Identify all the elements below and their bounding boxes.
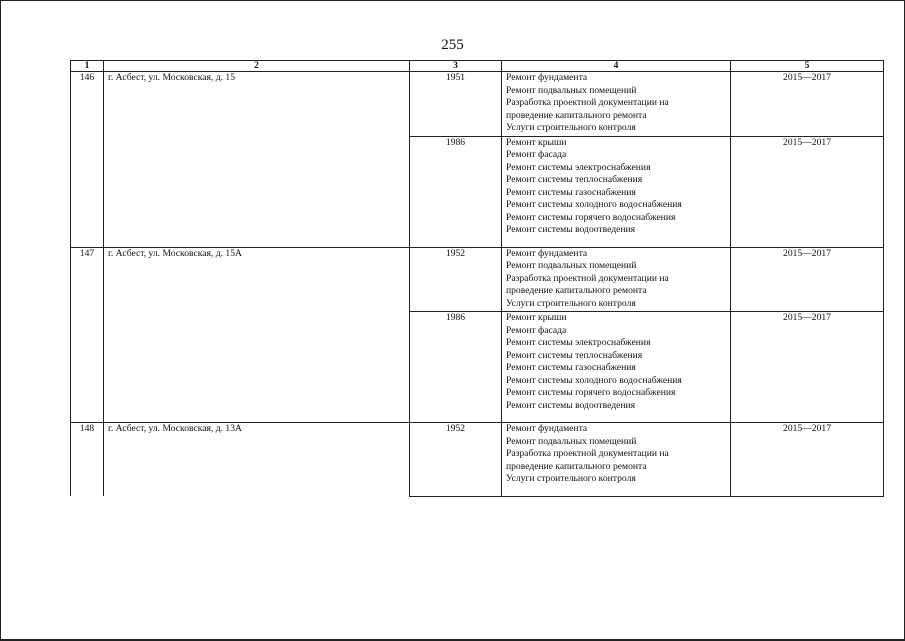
work-item: Услуги строительного контроля: [506, 297, 636, 309]
work-item: Ремонт фундамента: [506, 72, 588, 83]
work-item: Ремонт подвальных помещений: [506, 435, 637, 447]
page-number: 255: [441, 37, 464, 53]
table-row: [71, 72, 884, 137]
work-item: Ремонт фасада: [506, 149, 567, 160]
work-item: Ремонт системы холодного водоснабжения: [506, 374, 682, 386]
year-cell: 1952: [410, 247, 502, 312]
address-cell-continued: [104, 312, 410, 423]
work-item: Ремонт фундамента: [506, 247, 588, 259]
work-item: Ремонт подвальных помещений: [506, 260, 637, 271]
address-cell: г. Асбест, ул. Московская, д. 13А: [104, 423, 410, 497]
work-item: проведение капитального ремонта: [506, 460, 647, 472]
year-cell: 1951: [410, 72, 502, 137]
table-body: [71, 72, 884, 497]
work-item: Ремонт подвальных помещений: [506, 84, 637, 96]
work-item: Ремонт крыши: [506, 136, 567, 148]
period-cell: 2015—2017: [731, 247, 884, 312]
period-cell: 2015—2017: [731, 136, 884, 247]
row-number: 146: [71, 72, 104, 137]
table-row: [71, 136, 884, 247]
works-cell: [502, 312, 731, 423]
work-item: Ремонт системы горячего водоснабжения: [506, 387, 676, 398]
work-item: Услуги строительного контроля: [506, 473, 636, 484]
row-number-continued: [71, 312, 104, 423]
address-cell: г. Асбест, ул. Московская, д. 15: [104, 72, 410, 137]
work-item: Ремонт системы электроснабжения: [506, 337, 651, 348]
period-cell: 2015—2017: [731, 423, 884, 497]
work-item: Разработка проектной документации на: [506, 272, 669, 284]
header-row: [71, 61, 884, 72]
work-item: Ремонт системы газоснабжения: [506, 362, 636, 373]
work-item: Ремонт системы газоснабжения: [506, 186, 636, 198]
period-cell: 2015—2017: [731, 312, 884, 423]
work-item: Ремонт системы холодного водоснабжения: [506, 199, 682, 210]
period-cell: 2015—2017: [731, 72, 884, 137]
table-row: [71, 247, 884, 312]
column-header-3: 3: [410, 61, 502, 72]
work-item: Услуги строительного контроля: [506, 122, 636, 133]
year-cell: 1986: [410, 136, 502, 247]
row-number-continued: [71, 136, 104, 247]
works-cell: [502, 72, 731, 137]
work-item: Ремонт системы водоотведения: [506, 399, 636, 411]
work-item: Ремонт системы водоотведения: [506, 224, 636, 235]
work-item: Ремонт системы теплоснабжения: [506, 349, 643, 361]
works-cell: [502, 247, 731, 312]
work-item: Ремонт фасада: [506, 324, 567, 336]
column-header-5: 5: [731, 61, 884, 72]
address-cell-continued: [104, 136, 410, 247]
column-header-2: 2: [104, 61, 410, 72]
works-cell: [502, 136, 731, 247]
works-cell: [502, 423, 731, 497]
year-cell: 1986: [410, 312, 502, 423]
column-header-4: 4: [502, 61, 731, 72]
column-header-1: 1: [71, 61, 104, 72]
work-item: Ремонт системы электроснабжения: [506, 161, 651, 173]
address-cell: г. Асбест, ул. Московская, д. 15А: [104, 247, 410, 312]
work-item: Ремонт фундамента: [506, 423, 588, 434]
table-row: [71, 423, 884, 497]
row-number: 148: [71, 423, 104, 497]
work-item: проведение капитального ремонта: [506, 285, 647, 296]
row-number: 147: [71, 247, 104, 312]
work-item: Ремонт крыши: [506, 312, 567, 323]
work-item: Ремонт системы теплоснабжения: [506, 174, 643, 185]
work-item: Разработка проектной документации на: [506, 97, 669, 108]
repair-schedule-table: [70, 60, 884, 497]
table-row: [71, 312, 884, 423]
year-cell: 1952: [410, 423, 502, 497]
work-item: Ремонт системы горячего водоснабжения: [506, 211, 676, 223]
work-item: проведение капитального ремонта: [506, 109, 647, 121]
work-item: Разработка проектной документации на: [506, 448, 669, 459]
